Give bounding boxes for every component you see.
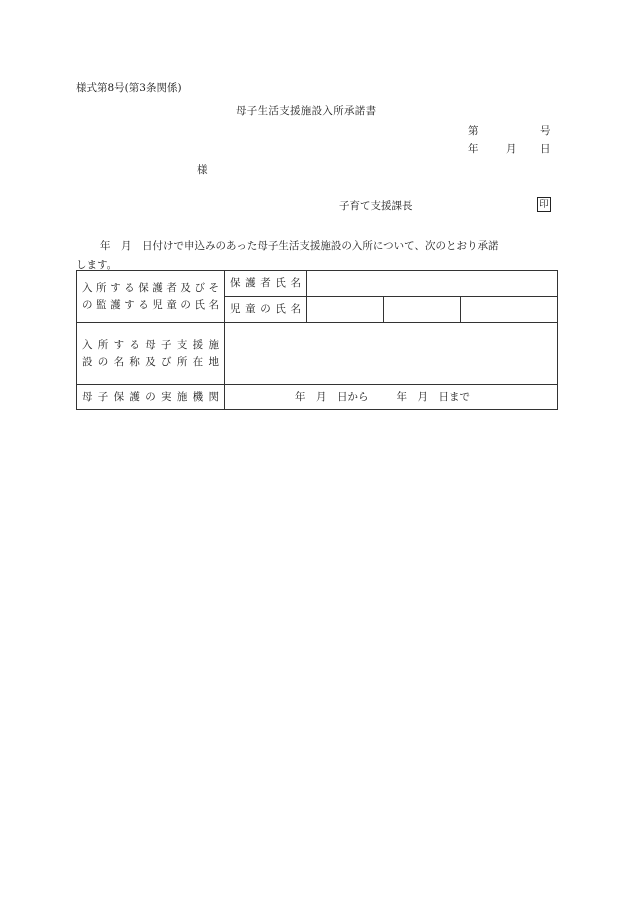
form-number-label: 様式第8号(第3条関係) (76, 82, 182, 94)
approval-form-table (76, 270, 558, 410)
facility-label-cell (77, 323, 225, 385)
guardian-name-label: 保護者氏名 (225, 271, 307, 297)
statement-line-2: します。 (76, 259, 118, 271)
date-year: 年 (468, 143, 479, 155)
table-row-guardian (77, 271, 558, 297)
number-suffix: 号 (540, 125, 551, 137)
guardian-name-field[interactable] (307, 271, 558, 297)
resident-names-label-line-2: の監護する児童の氏名 (82, 298, 219, 311)
addressee-honorific: 様 (197, 164, 208, 176)
facility-label-line-2: 設の名称及び所在地 (82, 355, 219, 368)
statement-line-1: 年 月 日付けで申込みのあった母子生活支援施設の入所について、次のとおり承諾 (100, 240, 499, 252)
child-name-field-2[interactable] (384, 297, 461, 323)
period-from: 年 月 日から (295, 390, 369, 403)
date-day: 日 (540, 143, 551, 155)
number-prefix: 第 (468, 125, 479, 137)
resident-names-label-line-1: 入所する保護者及びそ (82, 281, 219, 294)
child-name-field-3[interactable] (461, 297, 558, 323)
period-to: 年 月 日まで (396, 390, 470, 403)
protection-period-field (225, 385, 558, 410)
protection-period-label: 母子保護の実施機関 (77, 385, 225, 410)
facility-label-line-1: 入所する母子支援施 (82, 338, 219, 351)
child-name-label: 児童の氏名 (225, 297, 307, 323)
resident-names-label-cell (77, 271, 225, 323)
facility-field[interactable] (225, 323, 558, 385)
document-title: 母子生活支援施設入所承諾書 (236, 105, 377, 117)
date-month: 月 (506, 143, 517, 155)
table-row-period (77, 385, 558, 410)
child-name-field-1[interactable] (307, 297, 384, 323)
seal-mark: 印 (537, 197, 551, 212)
table-row-facility (77, 323, 558, 385)
issuer-title: 子育て支援課長 (339, 200, 413, 212)
